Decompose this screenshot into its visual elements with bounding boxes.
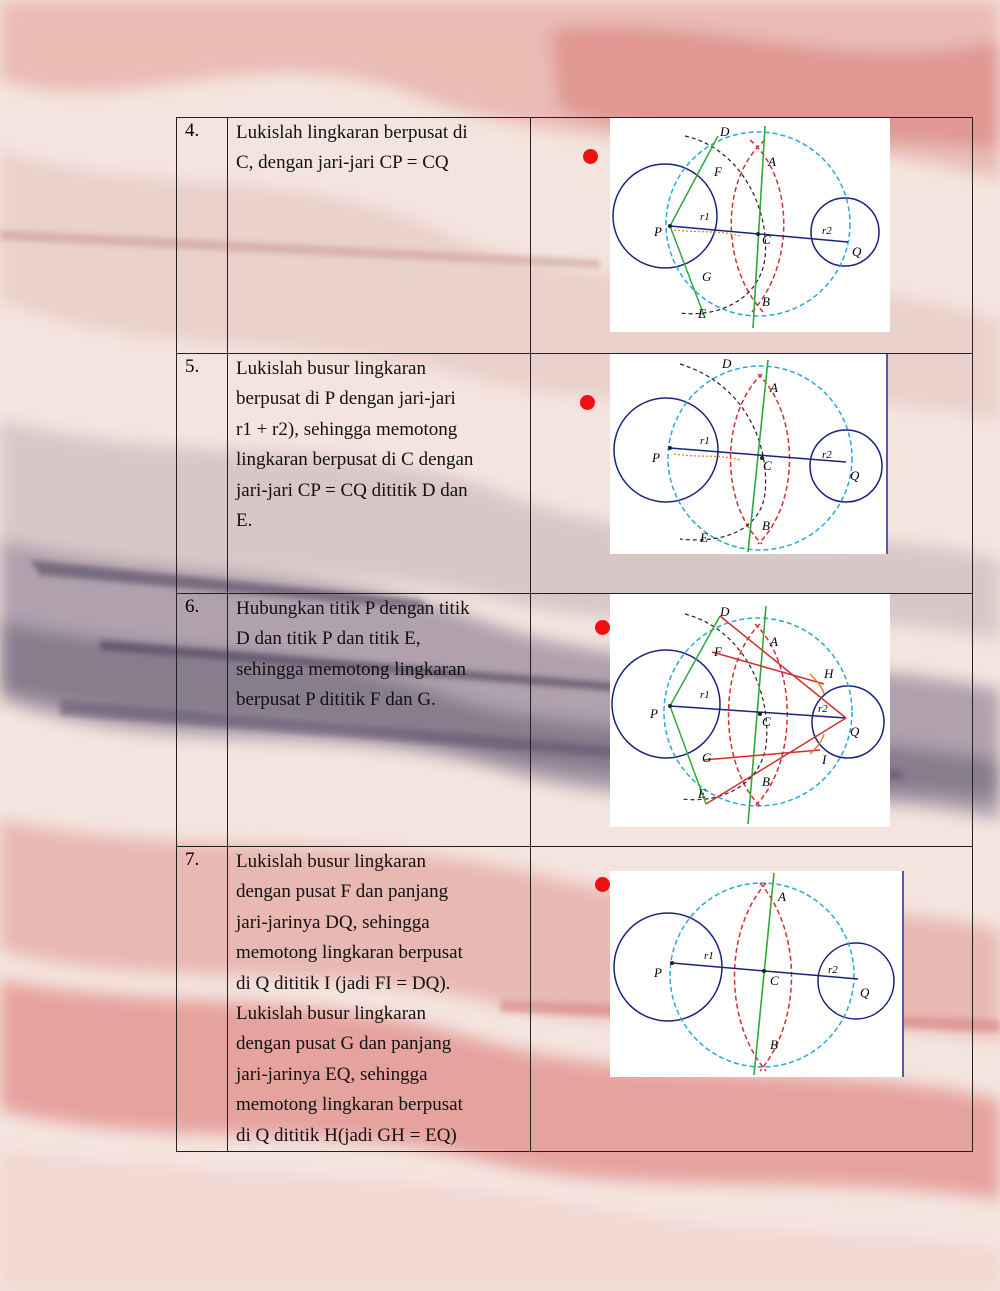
- red-marker-dot: [580, 395, 595, 410]
- table-row: [177, 847, 973, 1152]
- step-line: Lukislah lingkaran berpusat di: [236, 122, 468, 143]
- label-I: I: [822, 752, 827, 767]
- construction-figure: [610, 871, 904, 1077]
- label-A: A: [768, 154, 776, 169]
- label-C: C: [762, 714, 771, 729]
- label-C: C: [763, 458, 772, 473]
- step-text: [228, 354, 531, 594]
- figure-cell: [531, 118, 973, 354]
- step-text: [228, 118, 531, 354]
- label-P: P: [650, 706, 658, 721]
- label-r2: r2: [818, 703, 828, 715]
- step-number: 5.: [177, 354, 228, 594]
- step-line: memotong lingkaran berpusat: [236, 1094, 463, 1116]
- table-row: [177, 118, 973, 354]
- figure-cell: [531, 594, 973, 847]
- label-A: A: [778, 889, 786, 904]
- figure-cell: [531, 847, 973, 1152]
- label-G: G: [702, 269, 712, 284]
- label-Q: Q: [850, 468, 860, 483]
- label-r2: r2: [822, 225, 832, 237]
- label-A: A: [770, 380, 778, 395]
- step-line: Hubungkan titik P dengan titik: [236, 598, 470, 619]
- label-H: H: [824, 666, 834, 681]
- label-r1: r1: [700, 211, 710, 223]
- step-line: lingkaran berpusat di C dengan: [236, 449, 474, 471]
- label-E: E: [698, 786, 706, 801]
- label-G: G: [702, 750, 712, 765]
- step-line: D dan titik P dan titik E,: [236, 628, 421, 650]
- step-line: memotong lingkaran berpusat: [236, 942, 463, 964]
- label-A: A: [770, 634, 778, 649]
- construction-figure: [610, 594, 890, 827]
- red-marker-dot: [595, 620, 610, 635]
- label-B: B: [762, 774, 770, 789]
- label-B: B: [770, 1037, 778, 1052]
- step-line: Lukislah busur lingkaran: [236, 851, 426, 872]
- step-text: [228, 847, 531, 1152]
- step-line: berpusat di P dengan jari-jari: [236, 388, 456, 410]
- step-line: dengan pusat G dan panjang: [236, 1033, 452, 1055]
- construction-figure: [610, 118, 890, 332]
- label-r1: r1: [700, 689, 710, 701]
- step-line: sehingga memotong lingkaran: [236, 658, 467, 680]
- figure-cell: [531, 354, 973, 594]
- step-line: C, dengan jari-jari CP = CQ: [236, 152, 449, 174]
- construction-figure: [610, 354, 888, 554]
- label-D: D: [720, 604, 730, 619]
- step-number: 6.: [177, 594, 228, 847]
- step-line: E.: [236, 510, 253, 532]
- step-line: di Q dititik I (jadi FI = DQ).: [236, 972, 451, 994]
- label-r2: r2: [822, 449, 832, 461]
- label-P: P: [654, 965, 662, 980]
- label-F: F: [714, 644, 722, 659]
- label-Q: Q: [860, 985, 870, 1000]
- label-C: C: [762, 232, 771, 247]
- label-F: F: [714, 164, 722, 179]
- label-D: D: [720, 124, 730, 139]
- red-marker-dot: [583, 149, 598, 164]
- label-E: E: [698, 306, 706, 321]
- label-Q: Q: [850, 724, 860, 739]
- step-text: [228, 594, 531, 847]
- step-line: jari-jari CP = CQ dititik D dan: [236, 479, 468, 501]
- label-r1: r1: [704, 950, 714, 962]
- step-line: di Q dititik H(jadi GH = EQ): [236, 1124, 457, 1146]
- step-line: Lukislah busur lingkaran: [236, 1003, 426, 1025]
- steps-table: [176, 117, 973, 1152]
- label-B: B: [762, 518, 770, 533]
- label-C: C: [770, 973, 779, 988]
- step-line: jari-jarinya DQ, sehingga: [236, 911, 430, 933]
- step-line: dengan pusat F dan panjang: [236, 881, 449, 903]
- step-line: Lukislah busur lingkaran: [236, 358, 426, 379]
- step-line: jari-jarinya EQ, sehingga: [236, 1063, 428, 1085]
- label-r2: r2: [828, 964, 838, 976]
- table-row: [177, 594, 973, 847]
- label-Q: Q: [852, 244, 862, 259]
- step-line: r1 + r2), sehingga memotong: [236, 418, 458, 440]
- steps-table-container: [176, 117, 971, 1152]
- label-P: P: [654, 224, 662, 239]
- label-E: E: [700, 530, 708, 545]
- label-P: P: [652, 450, 660, 465]
- red-marker-dot: [595, 877, 610, 892]
- step-number: 7.: [177, 847, 228, 1152]
- step-number: 4.: [177, 118, 228, 354]
- label-r1: r1: [700, 435, 710, 447]
- step-line: berpusat P dititik F dan G.: [236, 689, 436, 711]
- label-D: D: [722, 356, 732, 371]
- table-row: [177, 354, 973, 594]
- label-B: B: [762, 294, 770, 309]
